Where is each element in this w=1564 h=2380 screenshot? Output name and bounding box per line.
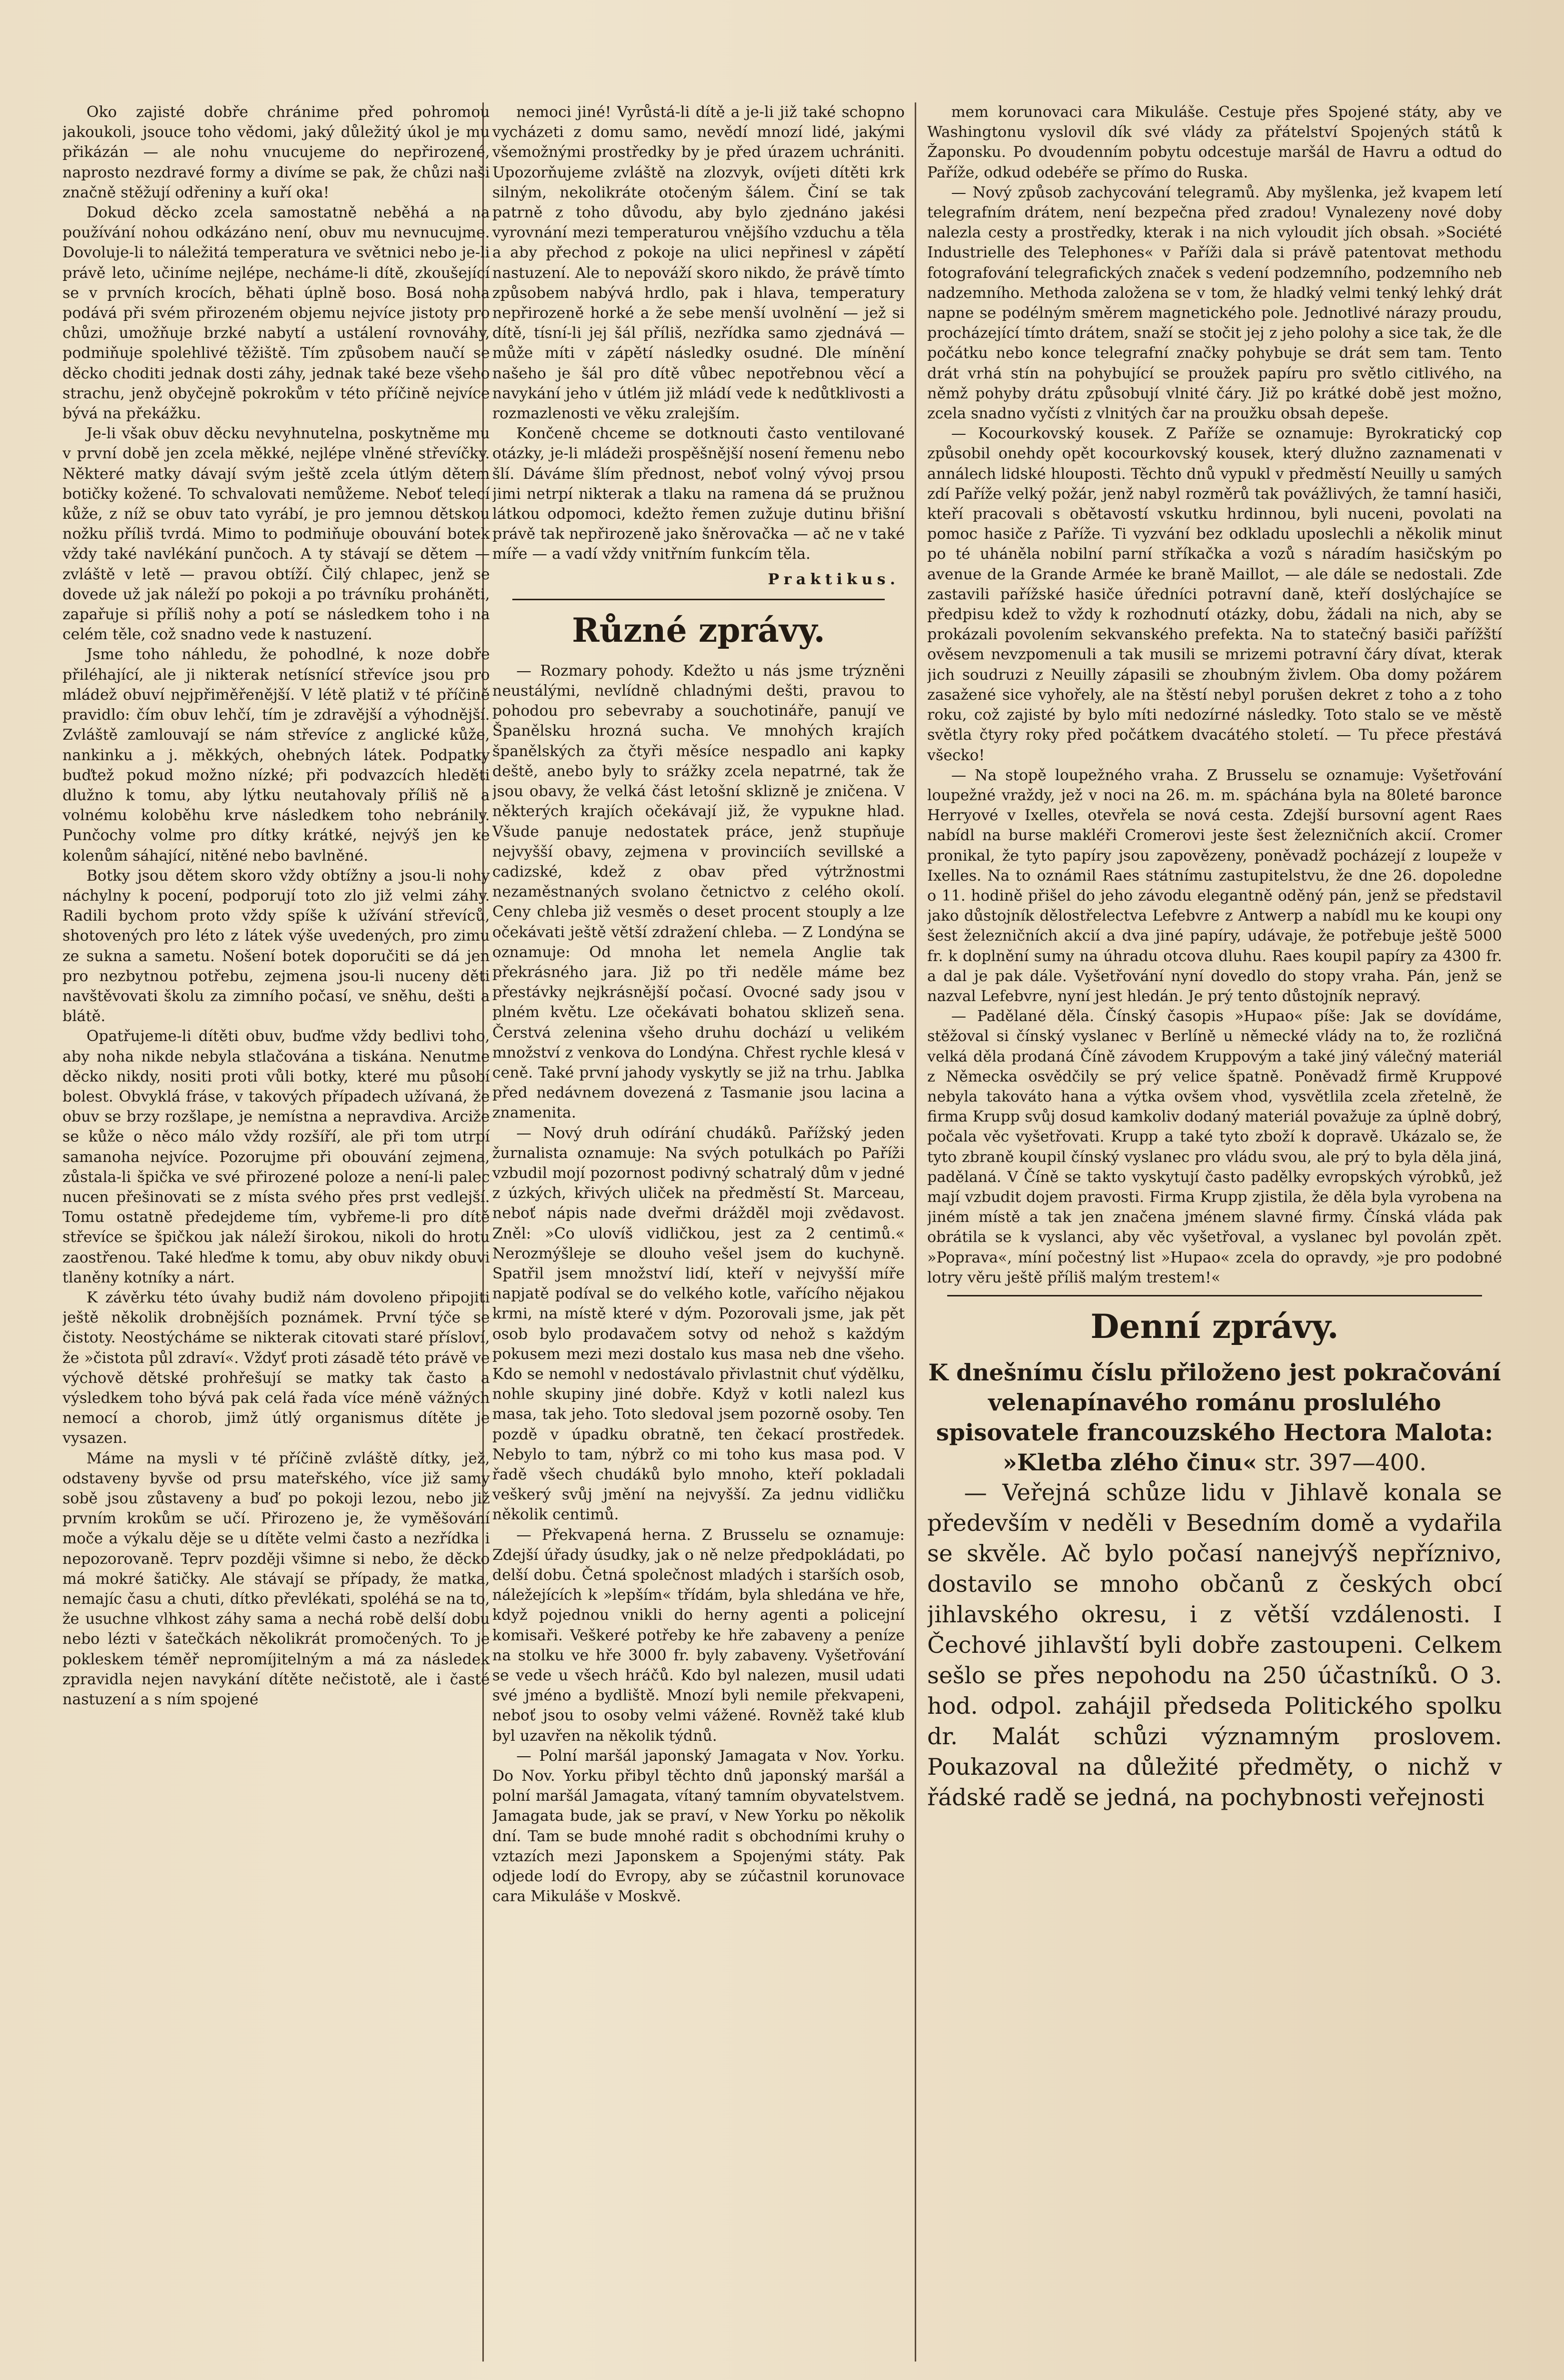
section-heading: Denní zprávy. (1090, 1306, 1339, 1346)
article-paragraph: Opatřujeme-li dítěti obuv, buďme vždy bedlivi toho, aby noha nikde nebyla stlačována a tiskána. Nenutme děcko nikdy, nositi proti vůli botky, které mu působí bolest. Obvyklá fráse, v takových případech užívaná, že obuv se brzy rozšlape, je nemístna a nepravdiva. Arciže se kůže o něco málo vždy rozšíří, ale při tom utrpí samanoha nejvíce. Pozorujme při obouvání zejmena, zůstala-li špička ve své přirozené poloze a není-li palec nucen přešinovati se z místa svého přes prst vedlejší. Tomu ostatně předejdeme tím, vybřeme-li pro dítě střevíce se špičkou jak náleží širokou, nikoli do hrotu zaostřenou. Také hleďme k tomu, aby obuv nikdy obuvi tlaněny kotníky a nárt. (62, 1028, 490, 1286)
column-right (927, 102, 1502, 2362)
news-item: — Veřejná schůze lidu v Jihlavě konala se především v neděli v Besedním domě a vydařila se skvěle. Ač bylo počasí nanejvýš nepříznivo, dostavilo se mnoho občanů z českých obcí jihlavského okresu, i z větší vzdálenosti. I Čechové jihlavští byli dobře zastoupeni. Celkem sešlo se přes nepohodu na 250 účastníků. O 3. hod. odpol. zahájil předseda Politického spolku dr. Malát schůzi významným proslovem. Poukazoval na důležité předměty, o nichž v řádské radě se jedná, na pochybnosti veřejnosti (927, 1478, 1502, 1811)
supplement-notice (927, 1357, 1502, 1477)
news-item: — Kocourkovský kousek. Z Paříže se oznamuje: Byrokratický cop způsobil onehdy opět kocourkovský kousek, který dlužno zaznamenati v annálech lidské hlouposti. Těchto dnů vypukl v předměstí Neuilly u samých zdí Paříže velký požár, jenž nabyl rozměrů tak povážlivých, že tamní hasiči, kteří pracovali s obětavostí vskutku hrdinnou, byli nuceni, povolati na pomoc hasiče z Paříže. Ti vyzvání bez odkladu uposlechli a několik minut po té uháněla nobilní parní stříkačka a vozů s náradím hasičským po avenue de la Grande Armée ke braně Maillot, — ale dále se nedostali. Zde zastavili pařížské hasiče úředníci potravní daně, kteří doslýchajíce se předpisu kdež to vždy k rozhodnutí otázky, dobu, žádali na nich, aby se prokázali povolením sekvanského prefekta. Na to statečný basiči pařížští ověsem nevzpomenuli a tak musili se mrizemi potravní čáry dívat, kterak jich soudruzi z Neuilly zápasili se zhoubným živlem. Oba domy požárem zasažené sice vyhořely, ale na štěstí nebyl porušen dekret z toho a z toho roku, což zajisté by bylo míti nedozírné následky. Toto stalo se ve městě světla čtyry roky před počátkem dvacátého století. — Tu přece přestává všecko! (927, 425, 1502, 764)
column-middle (492, 102, 905, 2362)
news-item: mem korunovaci cara Mikuláše. Cestuje přes Spojené státy, aby ve Washingtonu vyslovil dík své vlády za přátelství Spojených států k Žaponsku. Po dvoudenním pobytu odcestuje maršál de Havru a odtud do Paříže, odkud odebéře se přímo do Ruska. (927, 103, 1502, 181)
supplement-notice-text: K dnešnímu číslu přiloženo jest pokračování velenapínavého románu proslulého spisovatele francouzského Hectora Malota: (928, 1358, 1501, 1446)
article-paragraph: Dokud děcko zcela samostatně neběhá a na používání nohou odkázáno není, obuv mu nevnucujme. Dovoluje-li to náležitá temperatura ve světnici nebo je-li právě leto, učiníme nejlépe, necháme-li dítě, zkoušející se v prvních krocích, běhati úplně boso. Bosá noha podává při svém přirozeném objemu nejvíce jistoty pro chůzi, umožňuje brzké nabytí a ustálení rovnováhy, podmiňuje spolehlivé těžiště. Tím způsobem naučí se děcko choditi jednak dosti záhy, jednak také beze všeho strachu, jenž obyčejně pokrokům v této příčině nejvíce bývá na překážku. (62, 204, 490, 423)
section-divider (947, 1295, 1482, 1296)
article-paragraph: Oko zajisté dobře chránime před pohromou jakoukoli, jsouce toho vědomi, jaký důležitý úkol je mu přikázán — ale nohu vnucujeme do nepřirozené, naprosto nezdravé formy a divíme se pak, že chůzi naši značně stěžují odřeniny a kuří oka! (62, 103, 490, 201)
novel-pages: str. 397—400. (1264, 1448, 1427, 1476)
section-heading: Různé zprávy. (572, 610, 825, 650)
article-paragraph: Je-li však obuv děcku nevyhnutelna, poskytněme mu v první době jen zcela měkké, nejlépe vlněné střevíčky. Některé matky dávají svým ještě zcela útlým dětem botičky kožené. To schvalovati nemůžeme. Neboť telecí kůže, z níž se obuv tato vyrábí, je pro jemnou dětskou nožku příliš tvrdá. Mimo to podmiňuje obouvání botek vždy také navlékání punčoch. A ty stávají se dětem — zvláště v letě — pravou obtíží. Čilý chlapec, jenž se dovede už jak náleží po pokoji a po trávníku proháněti, zapařuje si příliš nohy a potí se následkem toho i na celém těle, což snadno vede k nastuzení. (62, 425, 490, 644)
novel-title: »Kletba zlého činu« (1003, 1448, 1257, 1476)
news-item: — Nový druh odírání chudáků. Pařížský jeden žurnalista oznamuje: Na svých potulkách po Paříži vzbudil mojí pozornost podivný schatralý dům v jedné z úzkých, křivých uliček na předměstí St. Marceau, neboť nápis nade dveřmi drážděl moji zvědavost. Zněl: »Co ulovíš vidličkou, jest za 2 centimů.« Nerozmýšleje se dlouho vešel jsem do kuchyně. Spatřil jsem množství lidí, kteří v nejvyšší míře napjatě podíval se do velkého kotle, vařícího nějakou krmi, na místě které v dým. Pozorovali jsme, jak pět osob bylo prodavačem sotvy od nehož s každým pokusem mezi mezi dostalo kus masa neb dne všeho. Kdo se nemohl v nedostávalo přivlastnit chuť výdělku, nohle skupiny jiné dobře. Když v kotli nalezl kus masa, tak jeho. Toto sledoval jsem pozorně osoby. Ten pozdě v úpadku obratně, ten čekací prostředek. Nebylo to tam, nýbrž co mi toho kus masa pod. V řadě všech chudáků bylo mnoho, kteří pokladali veškerý svůj jmění na nejvyšší. Za jednu vidličku několik centimů. (492, 1124, 905, 1524)
article-paragraph: K závěrku této úvahy budiž nám dovoleno připojiti ještě několik drobnějších poznámek. První týče se čistoty. Neostýcháme se nikterak citovati staré přísloví, že »čistota půl zdraví«. Vždyť proti zásadě této právě ve výchově dětské prohřešují se matky tak často a výsledkem toho bývá pak celá řada více méně vážných nemocí a chorob, jimž útlý organismus dítěte je vysazen. (62, 1288, 490, 1447)
news-item: — Rozmary pohody. Kdežto u nás jsme trýzněni neustálými, nevlídně chladnými dešti, pravou to pohodou pro sebevraby a souchotináře, panují ve Španělsku hrozná sucha. Ve mnohých krajích španělských za čtyři měsíce nespadlo ani kapky deště, anebo byly to srážky zcela nepatrné, tak že jsou obavy, že velká část letošní sklizně je zničena. V některých krajích očekávají již, že vypukne hlad. Všude panuje nedostatek práce, jenž stupňuje nejvyšší obavy, zejmena v provinciích sevillské a cadizské, kdež z obav před výtržnostmi nezaměstnaných svolano četnictvo z celého okolí. Ceny chleba již vesměs o deset procent stouply a lze očekávati ještě větší zdražení chleba. — Z Londýna se oznamuje: Od mnoha let nemela Anglie tak překrásného jara. Již po tři neděle máme bez přestávky nejkrásnější počasí. Ovocné sady jsou v plném květu. Lze očekávati bohatou sklizeň sena. Čerstvá zelenina všeho druhu dochází u velikém množství z venkova do Londýna. Chřest rychle klesá v ceně. Také první jahody vyskytly se již na trhu. Jablka před nedávnem dovezená z Tasmanie jsou lacina a znamenita. (492, 662, 905, 1122)
column-rule (915, 102, 916, 2362)
article-paragraph: Botky jsou dětem skoro vždy obtížny a jsou-li nohy náchylny k pocení, podporují toto zlo již velmi záhy. Radili bychom proto vždy spíše k užívání střevíců, shotovených pro léto z látek výše uvedených, pro zimu ze sukna a sametu. Nošení botek doporučiti se dá jen pro nezbytnou potřebu, zejmena jsou-li nuceny děti navštěvovati školu za zimního počasí, ve sněhu, dešti a blátě. (62, 867, 490, 1026)
news-item: — Nový způsob zachycování telegramů. Aby myšlenka, jež kvapem letí telegrafním drátem, není bezpečna před zradou! Vynalezeny nové doby nalezla cesty a prostředky, kterak i na nich vyloudit jích obsah. »Société Industrielle des Telephones« v Paříži dala si právě patentovat methodu fotografování telegrafických značek s vedení podzemního, podzemního neb nadzemního. Methoda založena se v tom, že hladký velmi tenký lehký drát napne se podélným směrem magnetického pole. Jednotlivé nárazy proudu, procházející tímto drátem, snaží se stočit jej z jeho polohy a sice tak, že dle počátku nebo konce telegrafní značky pohybuje se drát sem tam. Tento drát vrhá stín na pohybující se proužek papíru pro světlo citlivého, na němž pohyby drátu způsobují vlnité čáry. Již po krátké době jest možno, zcela snadno vyčísti z vlnitých čar na proužku obsah depeše. (927, 183, 1502, 423)
article-paragraph: nemoci jiné! Vyrůstá-li dítě a je-li již také schopno vycházeti z domu samo, nevědí mnozí lidé, jakými všemožnými prostředky by je před úrazem uchrániti. Upozorňujeme zvláště na zlozvyk, ovíjeti dítěti krk silným, nekolikráte otočeným šálem. Činí se tak patrně z toho důvodu, aby bylo zjednáno jakési vyrovnání mezi temperaturou vnějšího vzduchu a těla a aby přechod z pokoje na ulici nepřinesl v zápětí nastuzení. Ale to nepováží skoro nikdo, že právě tímto způsobem nabývá hrdlo, pak i hlava, temperatury nepřirozeně horké a že sebe menší uvolnění — jež si dítě, tísní-li jej šál příliš, nezřídka samo zjednává — může míti v zápětí následky osudné. Dle mínění našeho je šál pro dítě vůbec nepotřebnou věcí a navykání jeho v útlém již mládí vede k nedůtklivosti a rozmazlenosti ve věku zralejším. (492, 103, 905, 423)
article-paragraph: Končeně chceme se dotknouti často ventilované otázky, je-li mládeži prospěšnější nosení řemenu nebo šlí. Dáváme šlím přednost, neboť volný vývoj prsou jimi netrpí nikterak a tlaku na ramena dá se pružnou látkou odpomoci, kdežto řemen zužuje dutinu břišní právě tak nepřirozeně jako šněrovačka — ač ne v také míře — a vadí vždy vnitřním funkcím těla. (492, 425, 905, 563)
section-divider (512, 599, 885, 600)
news-item: — Polní maršál japonský Jamagata v Nov. Yorku. Do Nov. Yorku přibyl těchto dnů japonský maršál a polní maršál Jamagata, vítaný tamním obyvatelstvem. Jamagata bude, jak se praví, v New Yorku po několik dní. Tam se bude mnohé radit s obchodními kruhy o vztazích mezi Japonskem a Spojenými státy. Pak odjede lodí do Evropy, aby se zúčastnil korunovace cara Mikuláše v Moskvě. (492, 1747, 905, 1906)
article-signature: Praktikus. (768, 570, 900, 588)
news-item: — Padělané děla. Čínský časopis »Hupao« píše: Jak se dovídáme, stěžoval si čínský vyslanec v Berlíně u německé vlády na to, že rozličná velká děla prodaná Číně závodem Kruppovým a také jiný válečný materiál z Německa osvědčily se prý velice špatně. Poněvadž firmě Kruppové nebyla takováto hana a výtka ovšem vhod, vysvětlila zcela zřetelně, že firma Krupp svůj dosud kamkoliv dodaný materiál považuje za úplně dobrý, počala věc vyšetřovati. Krupp a také tyto zboží k dopravě. Ukázalo se, že tyto zbraně koupil čínský vyslanec pro vládu svou, ale prý to byla děla jiná, padělaná. V Číně se takto vyskytují často padělky evropských výrobků, jež mají vzbudit dojem pravosti. Firma Krupp zjistila, že děla byla vyrobena na jiném místě a tak jen značena jménem slavné firmy. Čínská vláda pak obrátila se k vyslanci, aby věc vyšetřoval, a vyslanec byl povolán zpět. »Poprava«, míní počestný list »Hupao« zcela do opravdy, »je pro podobné lotry věru ještě příliš malým trestem!« (927, 1008, 1502, 1286)
news-item: — Překvapená herna. Z Brusselu se oznamuje: Zdejší úřady úsudky, jak o ně nelze předpokládati, po delší dobu. Četná společnost mladých i starších osob, náležejících k »lepším« třídám, byla shledána ve hře, když pojednou vnikli do herny agenti a policejní komisaři. Veškeré potřeby ke hře zabaveny a peníze na stolku ve hře 3000 fr. byly zabaveny. Vyšetřování se vede u všech hráčů. Kdo byl nalezen, musil udati své jméno a bydliště. Mnozí byli nemile překvapeni, neboť jsou to osoby velmi vážené. Rovněž také klub byl uzavřen na několik týdnů. (492, 1526, 905, 1745)
article-paragraph: Jsme toho náhledu, že pohodlné, k noze dobře přiléhající, ale ji nikterak netísnící střevíce jsou pro mládež obuví nejpřiměřenější. V létě platiž v té příčině pravidlo: čím obuv lehčí, tím je zdravější a výhodnější. Zvláště zamlouvají se nám střevíce z anglické kůže, nankinku a j. měkkých, ohebných látek. Podpatky buďtež pokud možno nízké; při podvazcích hleděti dlužno k tomu, aby lýtku neutahovaly příliš ně a volnému koloběhu krve následkem toho nebránily. Punčochy volme pro dítky krátké, nejvýš jen ke kolenům sáhající, nitěné nebo bavlněné. (62, 646, 490, 865)
article-paragraph: Máme na mysli v té příčině zvláště dítky, jež, odstaveny byvše od prsu mateřského, více již samy sobě jsou zůstaveny a buď po pokoji lezou, nebo již prvním krokům se učí. Přirozeno je, že vyměšování moče a výkalu děje se u dítěte velmi často a nezřídka i nepozorovaně. Teprv později všimne si nebo, že děcko má mokré šatičky. Ale stávají se případy, že matka, nemajíc času a chuti, dítko převlékati, spoléhá se na to, že usuchne vlhkost záhy sama a nechá robě delší dobu nebo lézti v šatečkách několikrát promočených. To je pokleskem téměř nepromíjitelným a má za následek zpravidla nejen navykání dítěte nečistotě, ale i časté nastuzení a s ním spojené (62, 1449, 490, 1709)
news-item: — Na stopě loupežného vraha. Z Brusselu se oznamuje: Vyšetřování loupežné vraždy, jež v noci na 26. m. m. spáchána byla na 80leté baronce Herryové v Ixelles, otevřela se nová cesta. Zdejší bursovní agent Raes nabídl na burse makléři Cromerovi jeste šest železničních akcií. Cromer pronikal, že tyto papíry jsou zapovězeny, poněvadž pocházejí z loupeže v Ixelles. Na to oznámil Raes státnímu zastupitelstvu, že dne 26. dopoledne o 11. hodině přišel do jeho závodu elegantně oděný pán, jenž se představil jako důstojník dělostřelectva Lefebvre z Antwerp a nabídl mu ke koupi ony šest železničních akcií a dva jiné papíry, udávaje, že potřebuje ještě 5000 fr. k doplnění sumy na úhradu otcova dluhu. Raes koupil papíry za 4300 fr. a dal je pak dále. Vyšetřování nyní dovedlo do stopy vraha. Pán, jenž se nazval Lefebvre, nyní jest hledán. Je prý tento důstojník nepravý. (927, 766, 1502, 1005)
column-left (62, 102, 490, 2362)
